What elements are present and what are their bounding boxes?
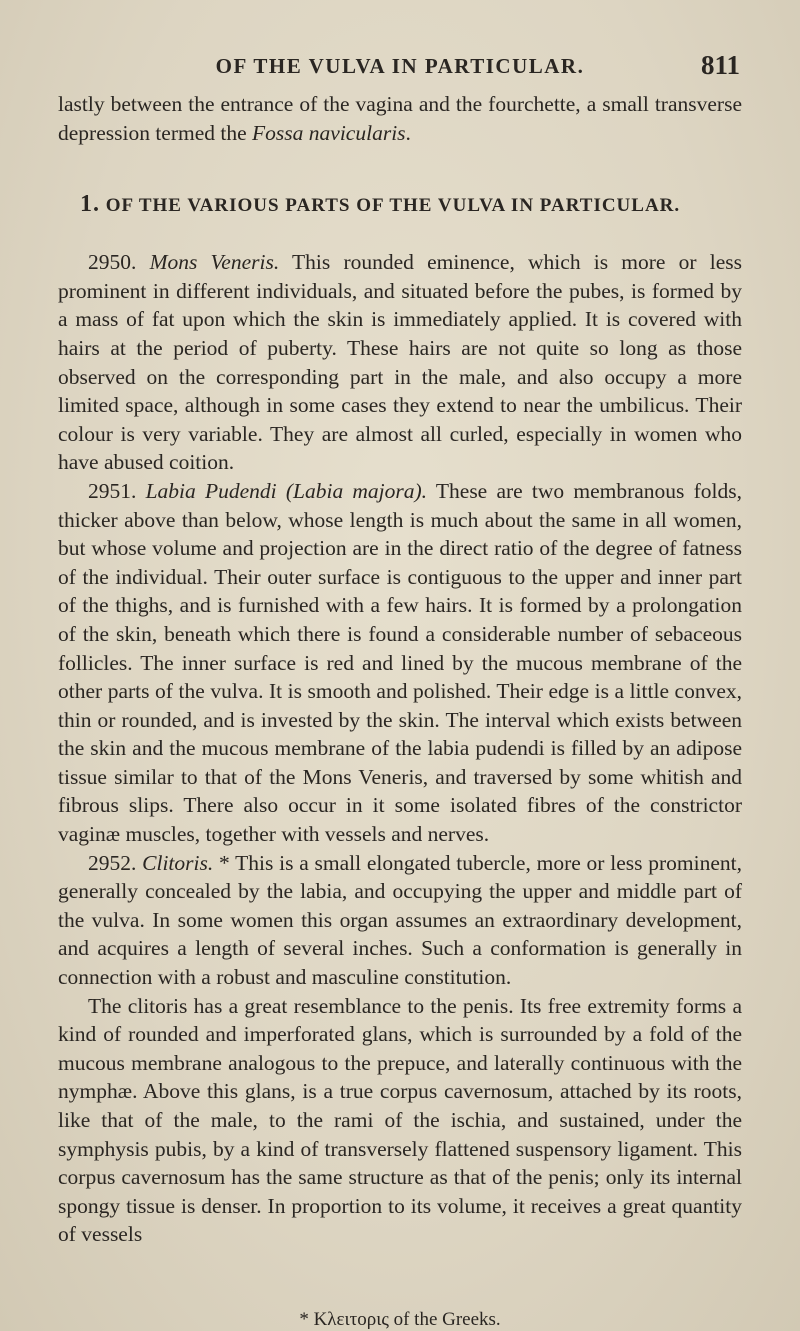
page-number: 811 [700,50,740,80]
paragraph-term: Mons Veneris. [149,250,280,275]
footnote-text: Κλειτορις of the Greeks. [313,1308,501,1330]
paragraph-text: This is a small elongated tubercle, more or less prominent, generally concealed by the labia, and occupying the upper and middle part of the vulva. In some women this organ assumes an extraordinary development, and acquires a length of several inches. Such a conformation is generally in connection with a robust and masculine constitution. [58,850,742,990]
running-title: OF THE VULVA IN PARTICULAR. [215,54,585,78]
section-heading [80,191,742,218]
paragraph-text: This rounded eminence, which is more or less prominent in different individuals, and situated before the pubes, is formed by a mass of fat upon which the skin is immediately applied. It is covered with hairs at the period of puberty. These hairs are not quite so long as those observed on the corresponding part in the male, and also occupy a more limited space, although in some cases they extend to near the umbilicus. Their colour is very variable. They are almost all curled, especially in women who have abused coition. [58,250,743,475]
section-title: OF THE VARIOUS PARTS OF THE VULVA IN PARTICULAR. [105,195,681,217]
paragraph-2952 [58,849,742,992]
footnote [58,1309,742,1331]
paragraph-number: 2952. [88,850,137,875]
footnote-marker: * [299,1308,309,1330]
running-head [0,50,800,86]
footnote-marker: * [219,850,230,875]
paragraph-2950 [58,248,742,477]
intro-paragraph [58,90,742,147]
paragraph-text: These are two membranous folds, thicker above than below, whose length is much about the same in all women, but whose volume and projection are in the direct ratio of the degree of fatness of the individual. Their outer surface is contiguous to the upper and inner part of the thighs, and is furnished with a few hairs. It is formed by a prolongation of the skin, beneath which there is found a considerable number of sebaceous follicles. The inner surface is red and lined by the mucous membrane of the other parts of the vulva. It is smooth and polished. Their edge is a little convex, thin or rounded, and is invested by the skin. The interval which exists between the skin and the mucous membrane of the labia pudendi is filled by an adipose tissue similar to that of the Mons Veneris, and traversed by some whitish and fibrous slips. There also occur in it some isolated fibres of the constrictor vaginæ muscles, together with vessels and nerves. [58,478,743,847]
paragraph-term: Labia Pudendi (Labia majora). [145,478,428,503]
intro-text: lastly between the entrance of the vagina and the fourchette, a small transverse depression termed the Fossa navicularis. [58,92,742,145]
intro-term: Fossa navicularis [252,120,406,145]
paragraph-2951 [58,477,742,849]
paragraph-term: Clitoris. [142,850,214,875]
paragraph-text: The clitoris has a great resemblance to the penis. Its free extremity forms a kind of rounded and imperforated glans, which is surrounded by a fold of the mucous membrane analogous to the prepuce, and laterally continuous with the nymphæ. Above this glans, is a true corpus cavernosum, attached by its roots, like that of the male, to the rami of the ischia, and sustained, under the symphysis pubis, by a kind of transversely flattened suspensory ligament. This corpus cavernosum has the same structure as that of the penis; only its internal spongy tissue is denser. In proportion to its volume, it receives a great quantity of vessels [58,993,742,1247]
paragraph-number: 2951. [88,478,137,503]
section-number: 1. [80,191,100,218]
paragraph-clitoris-continued [58,992,742,1249]
paragraph-number: 2950. [88,250,137,275]
